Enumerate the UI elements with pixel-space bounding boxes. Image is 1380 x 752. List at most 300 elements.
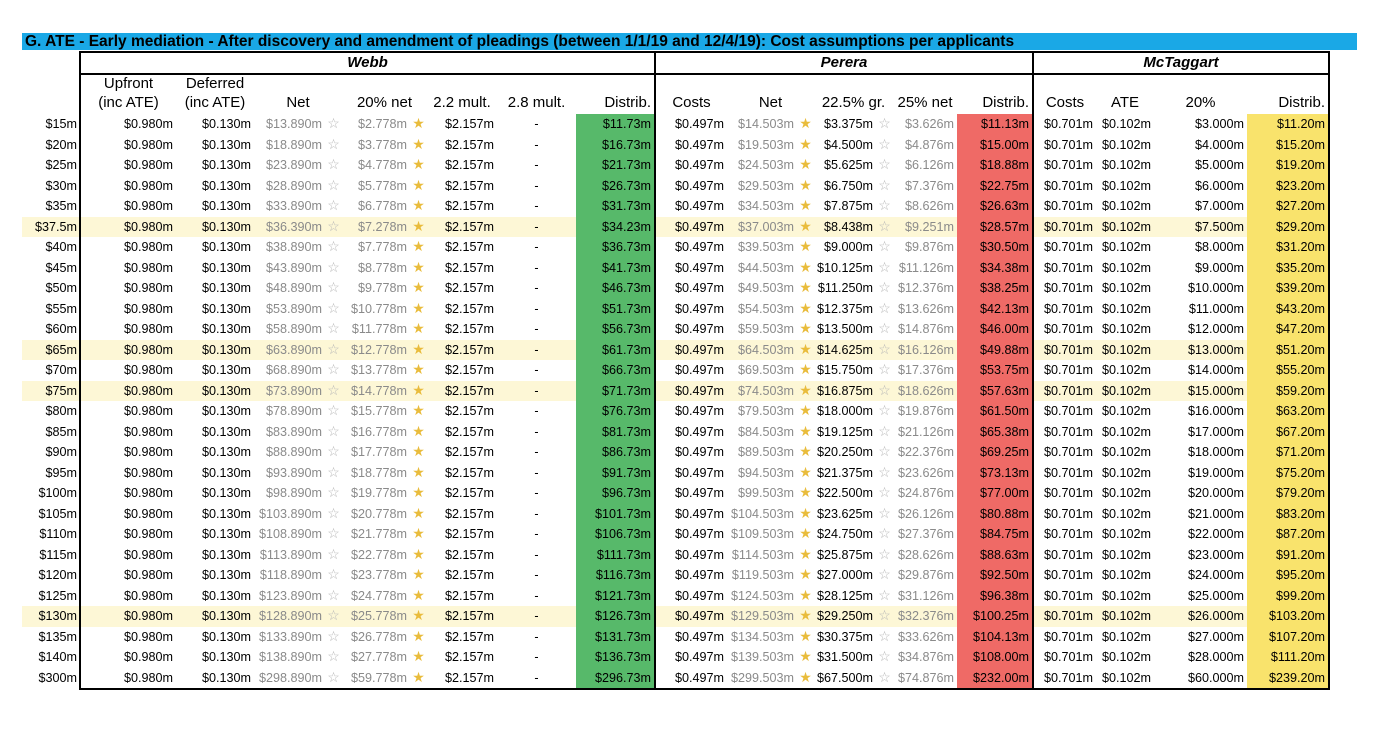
table-row [22,463,1329,484]
table-row [22,381,1329,402]
cell-perera-25: $31.126m [898,588,955,603]
table-row [22,524,1329,545]
cell-webb-28: - [534,158,539,173]
cell-webb-distrib: $131.73m [576,627,655,648]
cell-webb-distrib: $136.73m [576,647,655,668]
cell-perera-distrib: $69.25m [957,442,1033,463]
cell-webb-22: $2.157m [444,322,494,337]
star-filled-icon: ★ [412,648,425,665]
table-row [22,545,1329,566]
cost-assumptions-table [22,51,1330,690]
star-outline-icon: ☆ [327,299,340,316]
star-filled-icon: ★ [412,340,425,357]
cell-webb-22: $2.157m [427,606,497,627]
cell-mctaggart-ate: $0.102m [1096,606,1154,627]
cell-mctaggart-costs: $0.701m [1033,422,1096,443]
cell-perera-distrib: $42.13m [957,299,1033,320]
cell-webb-star-1 [325,647,342,668]
cell-webb-20net: $2.778m [357,117,407,132]
cell-perera-star-2 [876,463,893,484]
cell-webb-net: $88.890m [265,445,322,460]
cell-webb-22: $2.157m [444,281,494,296]
cell-mctaggart-20: $20.000m [1188,486,1245,501]
cell-mctaggart-ate: $0.102m [1102,281,1152,296]
cell-webb-20net: $18.778m [350,465,407,480]
cell-perera-star-1 [797,606,814,627]
star-outline-icon: ☆ [327,156,340,173]
cell-mctaggart-distrib: $31.20m [1247,237,1329,258]
table-row [22,114,1329,135]
cell-mctaggart-distrib: $79.20m [1247,483,1329,504]
table-row [22,422,1329,443]
cell-webb-22: $2.157m [444,158,494,173]
star-filled-icon: ★ [412,115,425,132]
cell-perera-costs: $0.497m [655,114,727,135]
cell-webb-22: $2.157m [444,424,494,439]
cell-upfront: $0.980m [80,176,176,197]
cell-webb-star-2 [410,196,427,217]
cell-webb-28: - [534,117,539,132]
star-filled-icon: ★ [412,484,425,501]
cell-perera-net: $79.503m [737,404,794,419]
cell-perera-distrib: $34.38m [957,258,1033,279]
cell-upfront: $0.980m [80,606,176,627]
cell-upfront: $0.980m [80,258,176,279]
cell-mctaggart-ate: $0.102m [1102,301,1152,316]
cell-webb-distrib: $51.73m [576,299,655,320]
cell-webb-20net: $8.778m [357,260,407,275]
cell-webb-star-1 [325,360,342,381]
cell-webb-20net: $3.778m [357,137,407,152]
cell-deferred: $0.130m [201,322,251,337]
cell-mctaggart-ate: $0.102m [1102,486,1152,501]
cell-perera-25: $4.876m [905,137,955,152]
cell-mctaggart-costs: $0.701m [1033,340,1096,361]
table-row [22,360,1329,381]
table-row [22,299,1329,320]
cell-webb-22: $2.157m [444,588,494,603]
cell-deferred: $0.130m [201,363,251,378]
cell-webb-28: - [534,588,539,603]
cell-webb-distrib: $21.73m [576,155,655,176]
star-filled-icon: ★ [799,402,812,419]
cell-perera-net: $64.503m [727,340,797,361]
cell-perera-star-2 [876,319,893,340]
cell-upfront: $0.980m [80,668,176,690]
cell-webb-distrib: $126.73m [576,606,655,627]
cell-perera-25: $11.126m [898,260,955,275]
cell-deferred: $0.130m [201,424,251,439]
cell-perera-star-2 [876,155,893,176]
cell-perera-25: $7.376m [905,178,955,193]
cell-perera-net: $74.503m [727,381,797,402]
star-filled-icon: ★ [412,668,425,685]
cell-perera-net: $29.503m [737,178,794,193]
cell-perera-star-2 [876,627,893,648]
cell-perera-net: $99.503m [737,486,794,501]
cell-perera-costs: $0.497m [655,463,727,484]
cell-webb-28: - [534,650,539,665]
cell-webb-20net: $20.778m [350,506,407,521]
cell-webb-star-1 [325,545,342,566]
cell-perera-star-1 [797,504,814,525]
row-label: $95m [45,465,77,480]
header-perera-net: Net [758,94,783,111]
cell-webb-distrib: $16.73m [576,135,655,156]
cell-deferred: $0.130m [201,486,251,501]
sheet-title: G. ATE - Early mediation - After discovery and amendment of pleadings (between 1/1/19 and 12/4/19): Cost assumptions per applicants [22,33,1357,50]
cell-perera-star-2 [876,606,893,627]
cell-perera-star-1 [797,422,814,443]
cell-perera-225: $28.125m [817,588,874,603]
star-outline-icon: ☆ [878,566,891,583]
cell-webb-22: $2.157m [444,301,494,316]
cell-perera-25: $24.876m [898,486,955,501]
cell-webb-20net: $4.778m [357,158,407,173]
cell-webb-distrib: $111.73m [576,545,655,566]
cell-webb-star-2 [410,381,427,402]
cell-perera-25: $3.626m [905,117,955,132]
cell-mctaggart-ate: $0.102m [1102,445,1152,460]
star-outline-icon: ☆ [878,422,891,439]
table-row [22,647,1329,668]
star-filled-icon: ★ [799,320,812,337]
cell-perera-costs: $0.497m [655,627,727,648]
row-label: $50m [45,281,77,296]
cell-webb-star-1 [325,524,342,545]
cell-upfront: $0.980m [80,422,176,443]
cell-mctaggart-ate: $0.102m [1102,650,1152,665]
cell-webb-star-1 [325,299,342,320]
star-filled-icon: ★ [799,443,812,460]
cell-perera-225: $20.250m [817,445,874,460]
cell-deferred: $0.130m [201,506,251,521]
cell-perera-25: $19.876m [898,404,955,419]
star-filled-icon: ★ [412,545,425,562]
star-outline-icon: ☆ [327,135,340,152]
cell-perera-star-2 [876,258,893,279]
cell-mctaggart-costs: $0.701m [1033,627,1096,648]
cell-perera-25: $8.626m [905,199,955,214]
cell-webb-star-1 [325,196,342,217]
cell-mctaggart-distrib: $107.20m [1247,627,1329,648]
star-outline-icon: ☆ [878,115,891,132]
header-webb-20net: 20% net [356,94,413,111]
star-outline-icon: ☆ [327,443,340,460]
cell-deferred: $0.130m [201,240,251,255]
cell-webb-22: $2.157m [444,650,494,665]
star-outline-icon: ☆ [327,566,340,583]
cell-webb-star-2 [410,422,427,443]
cell-mctaggart-costs: $0.701m [1033,668,1096,690]
row-label: $85m [45,424,77,439]
cell-deferred: $0.130m [201,650,251,665]
cell-perera-costs: $0.497m [655,340,727,361]
star-outline-icon: ☆ [878,340,891,357]
row-label: $15m [45,117,77,132]
cell-webb-net: $53.890m [265,301,322,316]
cell-perera-star-2 [876,647,893,668]
cell-upfront: $0.980m [80,627,176,648]
cell-webb-net: $118.890m [259,568,322,583]
cell-webb-star-1 [325,627,342,648]
cell-perera-225: $67.500m [814,668,876,690]
cell-deferred: $0.130m [176,340,254,361]
cell-mctaggart-20: $17.000m [1188,424,1245,439]
cell-perera-net: $44.503m [737,260,794,275]
cell-mctaggart-20: $10.000m [1188,281,1245,296]
cell-webb-star-1 [325,114,342,135]
cell-webb-28: - [534,281,539,296]
cell-mctaggart-ate: $0.102m [1102,527,1152,542]
cell-webb-star-2 [410,463,427,484]
cell-webb-20net: $10.778m [350,301,407,316]
cell-perera-costs: $0.497m [655,135,727,156]
cell-mctaggart-costs: $0.701m [1033,155,1096,176]
row-label: $60m [45,322,77,337]
cell-webb-star-2 [410,627,427,648]
row-label: $100m [38,486,77,501]
star-filled-icon: ★ [799,484,812,501]
cell-perera-distrib: $88.63m [957,545,1033,566]
cell-perera-costs: $0.497m [655,422,727,443]
cell-perera-distrib: $73.13m [957,463,1033,484]
row-label: $65m [22,340,80,361]
cell-perera-distrib: $77.00m [957,483,1033,504]
star-filled-icon: ★ [412,443,425,460]
cell-perera-costs: $0.497m [655,217,727,238]
cell-mctaggart-distrib: $15.20m [1247,135,1329,156]
row-label: $55m [45,301,77,316]
cell-webb-20net: $22.778m [350,547,407,562]
cell-perera-star-1 [797,176,814,197]
cell-mctaggart-ate: $0.102m [1102,465,1152,480]
cell-mctaggart-ate: $0.102m [1102,363,1152,378]
cell-mctaggart-costs: $0.701m [1033,237,1096,258]
cell-mctaggart-20: $18.000m [1188,445,1245,460]
cell-webb-distrib: $31.73m [576,196,655,217]
cell-webb-star-1 [325,135,342,156]
cell-mctaggart-20: $11.000m [1188,301,1245,316]
star-outline-icon: ☆ [878,504,891,521]
cell-webb-star-2 [410,504,427,525]
cell-mctaggart-20: $7.500m [1154,217,1247,238]
cell-webb-22: $2.157m [427,340,497,361]
cell-mctaggart-distrib: $91.20m [1247,545,1329,566]
row-label: $35m [45,199,77,214]
header-perera-distrib: Distrib. [982,94,1030,111]
star-outline-icon: ☆ [327,607,340,624]
cell-webb-net: $108.890m [258,527,322,542]
cell-perera-net: $24.503m [737,158,794,173]
cell-perera-costs: $0.497m [655,237,727,258]
cell-perera-net: $34.503m [737,199,794,214]
cell-perera-225: $30.375m [817,629,874,644]
cell-deferred: $0.130m [201,629,251,644]
cell-perera-star-2 [876,545,893,566]
star-filled-icon: ★ [799,381,812,398]
cell-upfront: $0.980m [80,565,176,586]
star-filled-icon: ★ [799,607,812,624]
star-outline-icon: ☆ [327,197,340,214]
star-filled-icon: ★ [799,135,812,152]
cell-perera-net: $14.503m [737,117,794,132]
cell-mctaggart-costs: $0.701m [1033,135,1096,156]
cell-webb-28: - [534,445,539,460]
row-label: $120m [38,568,77,583]
cell-mctaggart-costs: $0.701m [1033,381,1096,402]
cell-webb-star-2 [410,114,427,135]
cell-mctaggart-20: $16.000m [1188,404,1245,419]
star-outline-icon: ☆ [878,586,891,603]
table-row [22,258,1329,279]
star-filled-icon: ★ [412,525,425,542]
cell-upfront: $0.980m [80,155,176,176]
cell-webb-20net: $5.778m [357,178,407,193]
cell-webb-28: - [534,404,539,419]
table-row [22,442,1329,463]
header-deferred-2: (inc ATE) [184,94,246,111]
cell-webb-22: $2.157m [427,381,497,402]
row-label: $20m [45,137,77,152]
cell-perera-star-2 [876,504,893,525]
cell-mctaggart-ate: $0.102m [1102,547,1152,562]
cell-webb-28: - [534,568,539,583]
cell-perera-star-1 [797,217,814,238]
table-row [22,237,1329,258]
cell-perera-225: $12.375m [817,301,874,316]
cell-webb-22: $2.157m [444,445,494,460]
cell-perera-25: $16.126m [893,340,957,361]
cell-webb-star-1 [325,565,342,586]
cell-upfront: $0.980m [80,586,176,607]
cell-perera-costs: $0.497m [655,381,727,402]
star-filled-icon: ★ [412,135,425,152]
cell-mctaggart-costs: $0.701m [1033,319,1096,340]
cell-webb-star-1 [325,504,342,525]
table-row [22,196,1329,217]
cell-webb-20net: $13.778m [350,363,407,378]
star-outline-icon: ☆ [878,525,891,542]
cell-perera-25: $26.126m [898,506,955,521]
corner-cell [22,52,80,74]
cell-webb-distrib: $36.73m [576,237,655,258]
table-row [22,401,1329,422]
cell-mctaggart-20: $6.000m [1195,178,1245,193]
cell-webb-star-2 [410,565,427,586]
cell-mctaggart-20: $9.000m [1195,260,1245,275]
cell-webb-28: - [534,363,539,378]
cell-perera-distrib: $100.25m [957,606,1033,627]
cell-mctaggart-ate: $0.102m [1102,158,1152,173]
cell-webb-net: $38.890m [265,240,322,255]
cell-mctaggart-distrib: $23.20m [1247,176,1329,197]
cell-perera-225: $23.625m [817,506,874,521]
cell-mctaggart-ate: $0.102m [1102,424,1152,439]
row-label: $75m [22,381,80,402]
star-filled-icon: ★ [799,299,812,316]
cell-mctaggart-distrib: $103.20m [1247,606,1329,627]
star-filled-icon: ★ [412,217,425,234]
cell-perera-distrib: $96.38m [957,586,1033,607]
star-outline-icon: ☆ [878,402,891,419]
cell-deferred: $0.130m [201,568,251,583]
cell-deferred: $0.130m [201,158,251,173]
cell-mctaggart-distrib: $29.20m [1247,217,1329,238]
cell-webb-28: - [534,301,539,316]
cell-perera-star-2 [876,299,893,320]
cell-mctaggart-distrib: $63.20m [1247,401,1329,422]
group-header-row [22,52,1329,74]
cell-perera-costs: $0.497m [655,647,727,668]
star-outline-icon: ☆ [878,545,891,562]
cell-perera-star-1 [797,319,814,340]
table-row [22,565,1329,586]
cell-webb-distrib: $26.73m [576,176,655,197]
cell-mctaggart-ate: $0.102m [1102,322,1152,337]
cell-perera-star-1 [797,299,814,320]
star-outline-icon: ☆ [327,545,340,562]
cell-perera-distrib: $22.75m [957,176,1033,197]
star-filled-icon: ★ [412,402,425,419]
cell-perera-225: $22.500m [817,486,874,501]
cell-webb-star-2 [410,442,427,463]
cell-webb-22: $2.157m [444,363,494,378]
cell-mctaggart-costs: $0.701m [1033,606,1096,627]
cell-perera-star-2 [876,217,893,238]
cell-perera-25: $29.876m [898,568,955,583]
cell-webb-28: - [497,217,576,238]
cell-webb-net: $98.890m [265,486,322,501]
cell-mctaggart-ate: $0.102m [1102,260,1152,275]
cell-perera-25: $28.626m [898,547,955,562]
cell-webb-20net: $27.778m [350,650,407,665]
cell-mctaggart-distrib: $239.20m [1247,668,1329,690]
cell-webb-net: $133.890m [258,629,322,644]
cell-mctaggart-ate: $0.102m [1102,568,1152,583]
star-outline-icon: ☆ [327,320,340,337]
cell-webb-28: - [497,381,576,402]
star-outline-icon: ☆ [327,115,340,132]
cell-mctaggart-20: $15.000m [1154,381,1247,402]
cell-mctaggart-costs: $0.701m [1033,217,1096,238]
table-row [22,483,1329,504]
cell-perera-25: $22.376m [898,445,955,460]
cell-mctaggart-distrib: $71.20m [1247,442,1329,463]
cell-mctaggart-ate: $0.102m [1096,217,1154,238]
cell-mctaggart-20: $14.000m [1188,363,1245,378]
cell-webb-distrib: $101.73m [576,504,655,525]
cell-perera-net: $299.503m [727,668,797,690]
cell-perera-distrib: $46.00m [957,319,1033,340]
star-filled-icon: ★ [412,504,425,521]
header-upfront-2: (inc ATE) [80,92,176,114]
star-filled-icon: ★ [412,176,425,193]
cell-perera-distrib: $108.00m [957,647,1033,668]
star-filled-icon: ★ [799,176,812,193]
star-filled-icon: ★ [412,422,425,439]
cell-perera-225: $15.750m [817,363,874,378]
star-outline-icon: ☆ [327,176,340,193]
cell-perera-net: $139.503m [730,650,794,665]
cell-webb-distrib: $106.73m [576,524,655,545]
table-row [22,504,1329,525]
star-filled-icon: ★ [799,525,812,542]
cell-webb-22: $2.157m [444,404,494,419]
cell-perera-25: $74.876m [893,668,957,690]
cell-perera-distrib: $18.88m [957,155,1033,176]
cell-webb-star-1 [325,237,342,258]
